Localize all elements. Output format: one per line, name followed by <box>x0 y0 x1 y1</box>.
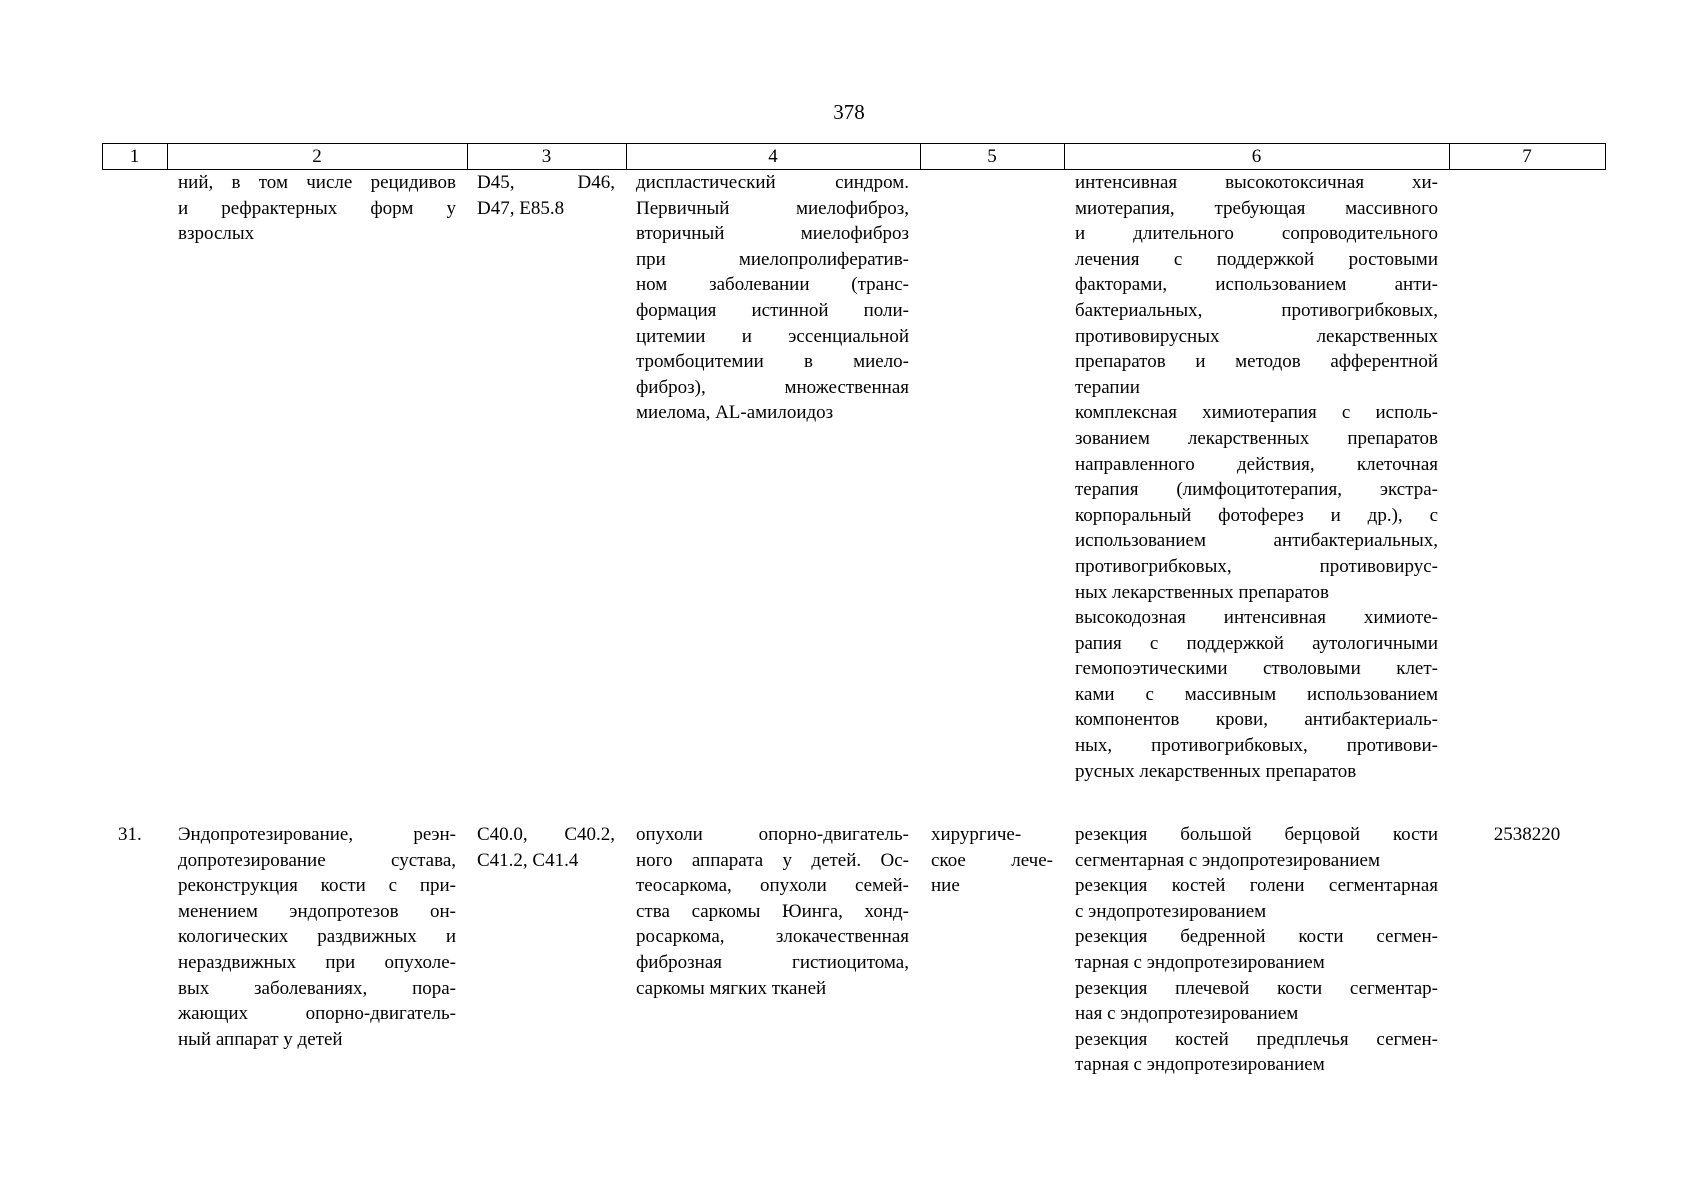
text-line: Эндопротезирование, реэн- <box>178 824 456 845</box>
text-line: зованием лекарственных препаратов <box>1075 427 1438 449</box>
text-line: ная с эндопротезированием <box>1075 1003 1299 1025</box>
cell-model <box>636 822 909 1001</box>
cell-name <box>178 822 456 1052</box>
text-line: ний, в том числе рецидивов <box>178 172 456 193</box>
text-line: допротезирование сустава, <box>178 849 456 871</box>
table-header-top-border <box>102 143 1606 144</box>
text-line: цитемии и эссенциальной <box>636 325 909 347</box>
text-line: D45, D46, <box>477 172 615 193</box>
column-header: 6 <box>1251 146 1262 167</box>
text-line: резекция большой берцовой кости <box>1075 824 1438 845</box>
text-line: Первичный миелофиброз, <box>636 197 909 219</box>
text-line: направленного действия, клеточная <box>1075 453 1438 475</box>
cell-methods <box>1075 822 1438 1078</box>
column-header: 4 <box>768 146 778 167</box>
column-header: 2 <box>312 146 322 167</box>
column-header: 1 <box>129 146 140 167</box>
text-line: хирургиче- <box>931 824 1022 845</box>
text-line: и рефрактерных форм у <box>178 197 456 219</box>
text-line: фиброз), множественная <box>636 376 909 398</box>
text-line: высокодозная интенсивная химиоте- <box>1075 607 1438 629</box>
text-line: сегментарная с эндопротезированием <box>1075 849 1381 871</box>
text-line: лечения с поддержкой ростовыми <box>1075 248 1438 270</box>
text-line: ками с массивным использованием <box>1075 683 1438 705</box>
text-line: ных лекарственных препаратов <box>1075 581 1330 603</box>
text-line: менением эндопротезов он- <box>178 900 456 922</box>
method-item <box>1075 924 1438 975</box>
text-line: вторичный миелофиброз <box>636 223 909 245</box>
text-line: формация истинной поли- <box>636 299 909 321</box>
text-line: противогрибковых, противовирус- <box>1075 555 1438 577</box>
cell-model <box>636 170 909 426</box>
method-item <box>1075 605 1438 784</box>
text-line: миотерапия, требующая массивного <box>1075 197 1438 219</box>
text-line: комплексная химиотерапия с исполь- <box>1075 402 1438 424</box>
method-item <box>1075 400 1438 605</box>
text-line: нераздвижных при опухоле- <box>178 951 456 973</box>
method-item <box>1075 1027 1438 1078</box>
text-line: ных, противогрибковых, противови- <box>1075 735 1438 757</box>
text-line: с эндопротезированием <box>1075 900 1267 922</box>
cell-codes <box>477 822 615 873</box>
cell-name <box>178 170 456 247</box>
text-line: диспластический синдром. <box>636 172 909 193</box>
column-header: 7 <box>1522 146 1532 167</box>
text-line: компонентов крови, антибактериаль- <box>1075 709 1438 731</box>
cell-methods <box>1075 170 1438 784</box>
method-item <box>1075 976 1438 1027</box>
text-line: противовирусных лекарственных <box>1075 325 1438 347</box>
text-line: C41.2, C41.4 <box>477 849 579 871</box>
text-line: ный аппарат у детей <box>178 1028 343 1050</box>
column-header: 3 <box>541 146 552 167</box>
method-item <box>1075 873 1438 924</box>
text-line: препаратов и методов афферентной <box>1075 351 1438 373</box>
text-line: и длительного сопроводительного <box>1075 223 1438 245</box>
text-line: ское лече- <box>931 849 1053 871</box>
column-separator <box>1605 144 1606 170</box>
text-line: терапии <box>1075 376 1140 398</box>
text-line: саркомы мягких тканей <box>636 977 827 999</box>
text-line: бактериальных, противогрибковых, <box>1075 299 1438 321</box>
method-item <box>1075 822 1438 873</box>
text-line: теосаркома, опухоли семей- <box>636 875 909 897</box>
text-line: D47, E85.8 <box>477 197 565 219</box>
text-line: интенсивная высокотоксичная хи- <box>1075 172 1438 193</box>
text-line: резекция плечевой кости сегментар- <box>1075 977 1438 999</box>
text-line: миелома, AL-амилоидоз <box>636 402 834 424</box>
text-line: резекция костей предплечья сегмен- <box>1075 1028 1438 1050</box>
text-line: гемопоэтическими стволовыми клет- <box>1075 658 1438 680</box>
text-line: тромбоцитемии в миело- <box>636 351 909 373</box>
text-line: взрослых <box>178 223 255 245</box>
text-line: ства саркомы Юинга, хонд- <box>636 900 909 922</box>
text-line: опухоли опорно-двигатель- <box>636 824 909 845</box>
text-line: ном заболевании (транс- <box>636 274 909 296</box>
text-line: кологических раздвижных и <box>178 926 456 948</box>
cell-treatment <box>931 822 1053 899</box>
text-line: ние <box>931 875 960 897</box>
column-header: 5 <box>987 146 997 167</box>
text-line: росаркома, злокачественная <box>636 926 909 948</box>
text-line: фиброзная гистиоцитома, <box>636 951 909 973</box>
text-line: тарная с эндопротезированием <box>1075 951 1325 973</box>
page-number: 378 <box>833 100 865 124</box>
text-line: русных лекарственных препаратов <box>1075 760 1357 782</box>
text-line: C40.0, C40.2, <box>477 824 615 845</box>
text-line: использованием антибактериальных, <box>1075 530 1438 552</box>
text-line: терапия (лимфоцитотерапия, экстра- <box>1075 479 1438 501</box>
text-line: жающих опорно-двигатель- <box>178 1003 456 1025</box>
text-line: резекция бедренной кости сегмен- <box>1075 926 1438 948</box>
text-line: тарная с эндопротезированием <box>1075 1054 1325 1076</box>
text-line: вых заболеваниях, пора- <box>178 977 456 999</box>
text-line: ного аппарата у детей. Ос- <box>636 849 909 871</box>
cell-codes <box>477 170 615 221</box>
text-line: факторами, использованием анти- <box>1075 274 1438 296</box>
text-line: рапия с поддержкой аутологичными <box>1075 632 1438 654</box>
method-item <box>1075 170 1438 400</box>
row-number: 31. <box>118 824 142 845</box>
text-line: корпоральный фотоферез и др.), с <box>1075 504 1438 526</box>
text-line: резекция костей голени сегментарная <box>1075 875 1438 897</box>
text-line: реконструкция кости с при- <box>178 875 456 897</box>
price: 2538220 <box>1493 824 1561 845</box>
text-line: при миелопролифератив- <box>636 248 909 270</box>
